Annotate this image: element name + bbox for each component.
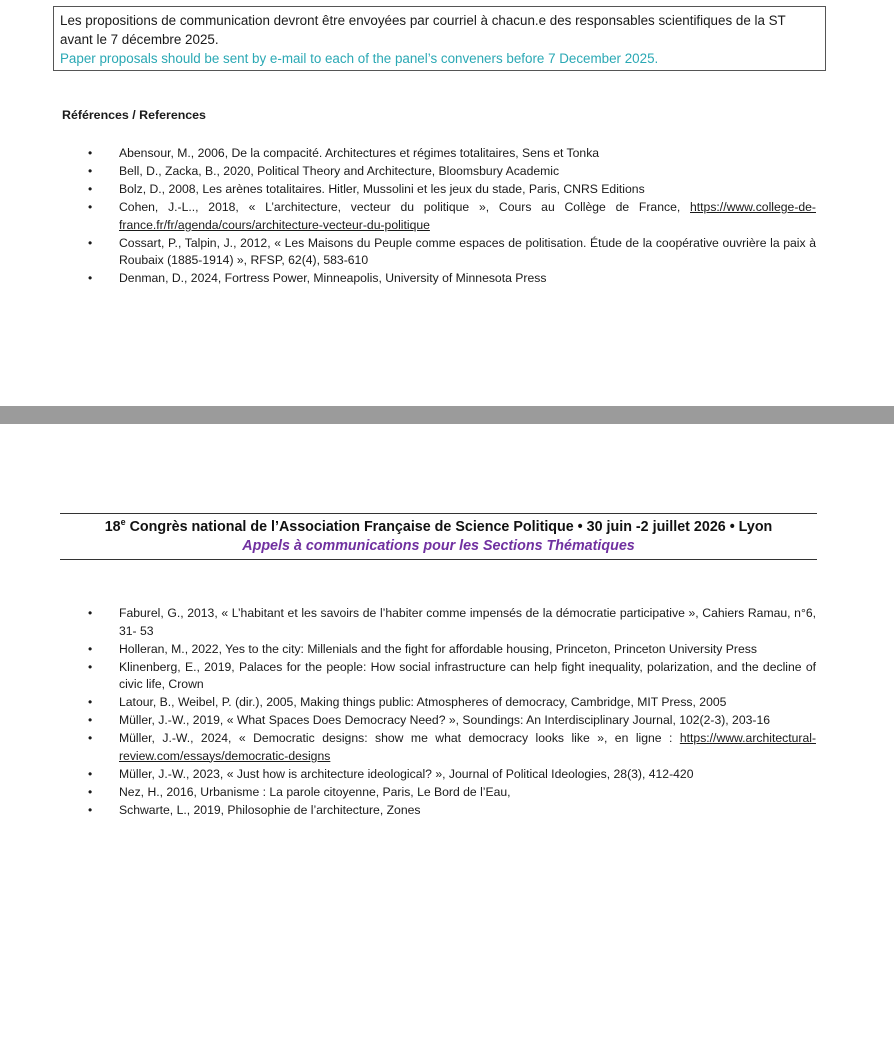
- references-list-page1: [88, 145, 816, 288]
- notice-french: Les propositions de communication devront être envoyées par courriel à chacun.e des responsables scientifiques de la ST avant le 7 décembre 2025.: [60, 13, 786, 47]
- references-heading: Références / References: [62, 108, 206, 122]
- bullet-icon: •: [88, 802, 93, 817]
- notice-english: Paper proposals should be sent by e-mail to each of the panel’s conveners before 7 December 2025.: [60, 51, 659, 66]
- reference-text: Schwarte, L., 2019, Philosophie de l’architecture, Zones: [119, 802, 421, 817]
- bullet-icon: •: [88, 695, 93, 709]
- reference-text: Bolz, D., 2008, Les arènes totalitaires. Hitler, Mussolini et les jeux du stade, Paris, CNRS Editions: [119, 182, 645, 196]
- reference-item: [88, 730, 816, 765]
- bullet-icon: •: [88, 641, 93, 656]
- reference-text: Cohen, J.-L.., 2018, « L’architecture, vecteur du politique », Cours au Collège de France,: [119, 200, 690, 214]
- reference-text: Nez, H., 2016, Urbanisme : La parole citoyenne, Paris, Le Bord de l’Eau,: [119, 784, 511, 799]
- bullet-icon: •: [88, 200, 93, 214]
- reference-text: Cossart, P., Talpin, J., 2012, « Les Maisons du Peuple comme espaces de politisation. Étude de la coopérative ouvrière la paix à Roubaix (1885-1914) », RFSP, 62(4), 583-610: [119, 235, 816, 267]
- reference-item: [88, 784, 816, 802]
- header-rule-top: [60, 513, 817, 514]
- references-list-page2: [88, 605, 816, 820]
- document-page-1: [0, 0, 894, 406]
- reference-item: [88, 163, 816, 181]
- bullet-icon: •: [88, 235, 93, 250]
- reference-item: [88, 694, 816, 712]
- bullet-icon: •: [88, 731, 93, 745]
- reference-text: Faburel, G., 2013, « L’habitant et les savoirs de l’habiter comme impensés de la démocratie participative », Cahiers Ramau, n°6, 31- 53: [119, 606, 816, 638]
- reference-text: Holleran, M., 2022, Yes to the city: Millenials and the fight for affordable housing, Princeton, Princeton University Press: [119, 641, 757, 656]
- reference-item: [88, 605, 816, 640]
- reference-item: [88, 270, 816, 288]
- bullet-icon: •: [88, 164, 93, 178]
- reference-text: Müller, J.-W., 2023, « Just how is architecture ideological? », Journal of Political Ideologies, 28(3), 412-420: [119, 766, 694, 781]
- reference-text: Latour, B., Weibel, P. (dir.), 2005, Making things public: Atmospheres of democracy, Cambridge, MIT Press, 2005: [119, 695, 727, 709]
- submission-notice-box: [53, 6, 826, 71]
- header-rule-bottom: [60, 559, 817, 560]
- bullet-icon: •: [88, 784, 93, 799]
- reference-link[interactable]: https://www.architectural-review.com/essays/democratic-designs: [119, 731, 816, 763]
- reference-item: [88, 181, 816, 199]
- reference-item: [88, 641, 816, 659]
- reference-text: Denman, D., 2024, Fortress Power, Minneapolis, University of Minnesota Press: [119, 271, 547, 285]
- reference-item: [88, 199, 816, 234]
- reference-text: Bell, D., Zacka, B., 2020, Political Theory and Architecture, Bloomsbury Academic: [119, 164, 560, 178]
- reference-text: Klinenberg, E., 2019, Palaces for the people: How social infrastructure can help fight inequality, polarization, and the decline of civic life, Crown: [119, 659, 816, 691]
- bullet-icon: •: [88, 659, 93, 674]
- document-page-2: [0, 424, 894, 1049]
- congress-header-subtitle: Appels à communications pour les Sections Thématiques: [242, 538, 635, 554]
- reference-text: Müller, J.-W., 2024, « Democratic designs: show me what democracy looks like », en ligne :: [119, 731, 680, 745]
- reference-text: Abensour, M., 2006, De la compacité. Architectures et régimes totalitaires, Sens et Tonka: [119, 146, 600, 160]
- title-text: Congrès national de l’Association Française de Science Politique • 30 juin -2 juillet 2026 • Lyon: [125, 518, 773, 535]
- bullet-icon: •: [88, 713, 93, 727]
- title-superscript: e: [120, 517, 126, 527]
- bullet-icon: •: [88, 182, 93, 196]
- reference-item: [88, 659, 816, 694]
- title-ordinal: 18: [104, 518, 121, 535]
- bullet-icon: •: [88, 146, 93, 160]
- bullet-icon: •: [88, 766, 93, 781]
- reference-item: [88, 712, 816, 730]
- reference-item: [88, 235, 816, 270]
- bullet-icon: •: [88, 271, 93, 285]
- bullet-icon: •: [88, 606, 93, 620]
- reference-link[interactable]: https://www.college-de-france.fr/fr/agenda/cours/architecture-vecteur-du-politique: [119, 200, 816, 232]
- reference-item: [88, 766, 816, 784]
- congress-header-title: [60, 517, 817, 535]
- reference-item: [88, 802, 816, 820]
- reference-text: Müller, J.-W., 2019, « What Spaces Does Democracy Need? », Soundings: An Interdisciplinary Journal, 102(2-3), 203-16: [119, 713, 771, 727]
- reference-item: [88, 145, 816, 163]
- page-separator: [0, 406, 894, 424]
